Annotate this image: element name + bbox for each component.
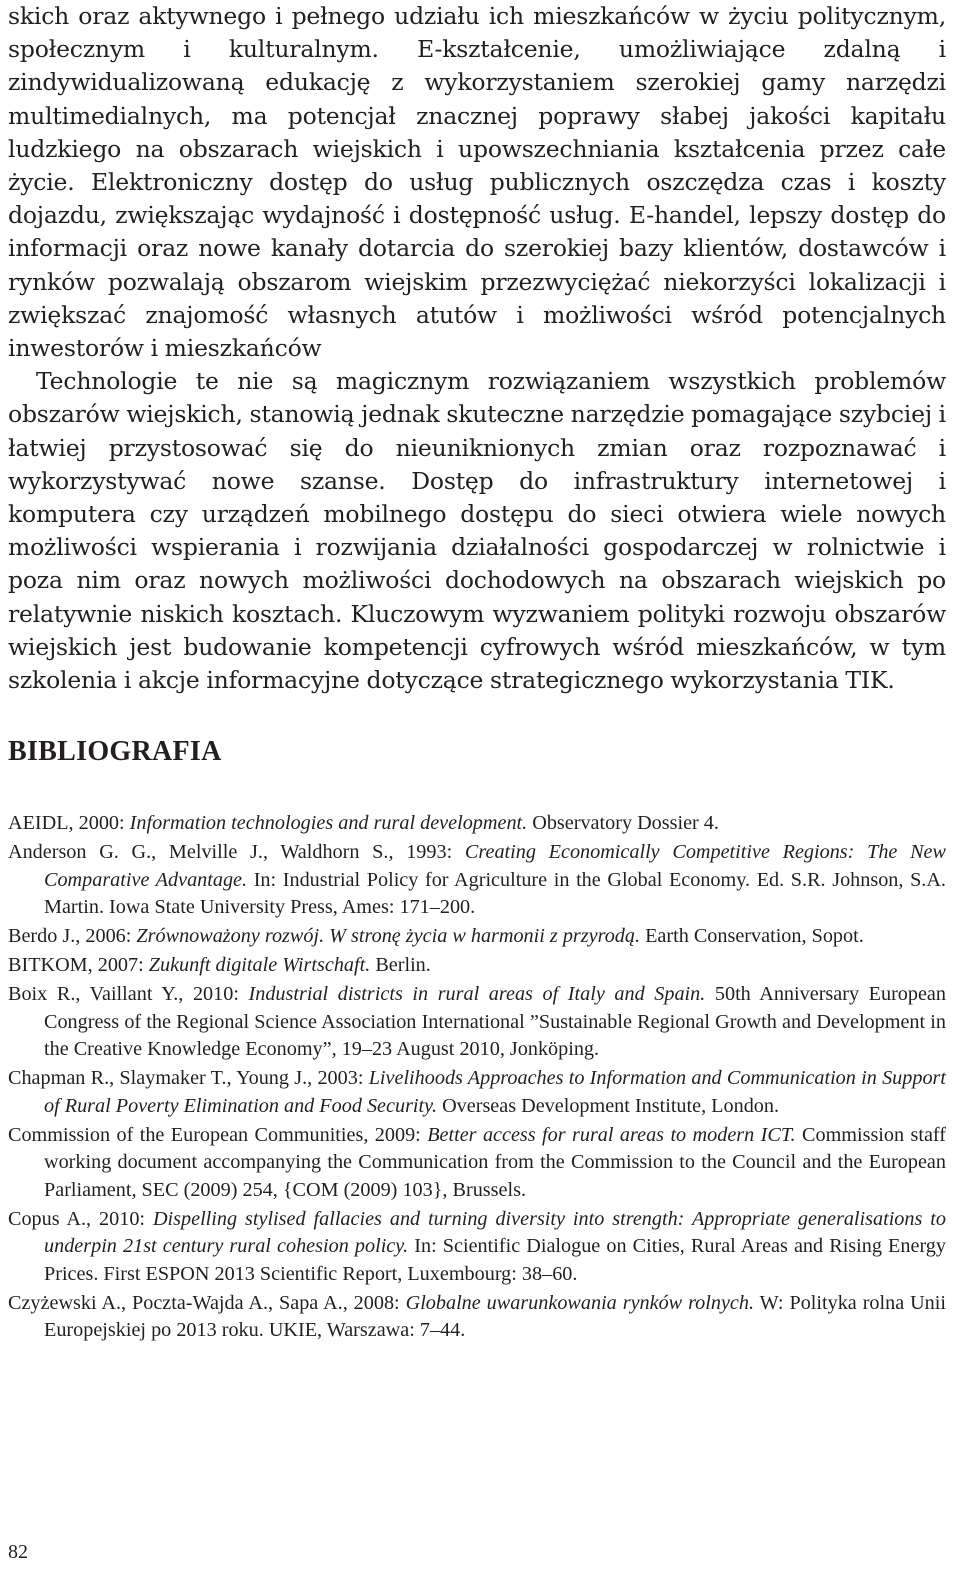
- bibliography-entry: [8, 1206, 946, 1289]
- bibliography-entry: [8, 981, 946, 1064]
- bibliography-entry: [8, 1290, 946, 1345]
- entry-title: Industrial districts in rural areas of Italy and Spain.: [248, 983, 706, 1006]
- entry-details: In: Scientific Dialogue on Cities, Rural Areas and Rising Energy Prices. First ESPON 2013 Scientific Report, Luxembourg: 38–60.: [44, 1235, 946, 1285]
- body-paragraph-2: Technologie te nie są magicznym rozwiązaniem wszystkich problemów obszarów wiejskich, stanowią jednak skuteczne narzędzie pomagające szybciej i łatwiej przystosować się do nieuniknionych zmian oraz rozpoznawać i wykorzystywać nowe szanse. Dostęp do infrastruktury internetowej i komputera czy urządzeń mobilnego dostępu do sieci otwiera wiele nowych możliwości wspierania i rozwijania działalności gospodarczej w rolnictwie i poza nim oraz nowych możliwości dochodowych na obszarach wiejskich po relatywnie niskich kosztach. Kluczowym wyzwaniem polityki rozwoju obszarów wiejskich jest budowanie kompetencji cyfrowych wśród mieszkańców, w tym szkolenia i akcje informacyjne dotyczące strategicznego wykorzystania TIK.: [8, 367, 946, 695]
- entry-authors: Chapman R., Slaymaker T., Young J., 2003:: [8, 1067, 369, 1090]
- bibliography-entry: [8, 1065, 946, 1120]
- entry-authors: Czyżewski A., Poczta-Wajda A., Sapa A., 2008:: [8, 1291, 406, 1314]
- entry-details: Berlin.: [370, 954, 431, 977]
- entry-authors: Boix R., Vaillant Y., 2010:: [8, 983, 249, 1006]
- entry-title: Better access for rural areas to modern ICT.: [427, 1123, 796, 1146]
- entry-authors: AEIDL, 2000:: [8, 812, 130, 835]
- bibliography-list: [8, 810, 946, 1345]
- entry-details: Overseas Development Institute, London.: [437, 1094, 780, 1117]
- entry-authors: BITKOM, 2007:: [8, 954, 149, 977]
- bibliography-entry: [8, 810, 946, 838]
- entry-details: W: Polityka rolna Unii Europejskiej po 2013 roku. UKIE, Warszawa: 7–44.: [44, 1291, 946, 1342]
- entry-title: Dispelling stylised fallacies and turning diversity into strength: Appropriate generalisations to underpin 21st century rural cohesion policy.: [44, 1207, 946, 1258]
- bibliography-entry: [8, 1122, 946, 1205]
- bibliography-entry: [8, 952, 946, 980]
- entry-title: Zrównoważony rozwój. W stronę życia w harmonii z przyrodą.: [136, 925, 641, 948]
- entry-title: Livelihoods Approaches to Information and Communication in Support of Rural Poverty Elimination and Food Security.: [44, 1067, 946, 1117]
- entry-authors: Berdo J., 2006:: [8, 925, 137, 948]
- entry-details: 50th Anniversary European Congress of the Regional Science Association International ”Sustainable Regional Growth and Development in the Creative Knowledge Economy”, 19–23 August 2010, Jonköping.: [44, 983, 946, 1061]
- entry-title: Creating Economically Competitive Regions: The New Comparative Advantage.: [44, 841, 946, 891]
- entry-authors: Anderson G. G., Melville J., Waldhorn S., 1993:: [8, 841, 465, 864]
- body-paragraph-1: skich oraz aktywnego i pełnego udziału ich mieszkańców w życiu politycznym, społecznym i kulturalnym. E-kształcenie, umożliwiające zdalną i zindywidualizowaną edukację z wykorzystaniem szerokiej gamy narzędzi multimedialnych, ma potencjał znacznej poprawy słabej jakości kapitału ludzkiego na obszarach wiejskich i upowszechniania kształcenia przez całe życie. Elektroniczny dostęp do usług publicznych oszczędza czas i koszty dojazdu, zwiększając wydajność i dostępność usług. E-handel, lepszy dostęp do informacji oraz nowe kanały dotarcia do szerokiej bazy klientów, dostawców i rynków pozwalają obszarom wiejskim przezwyciężać niekorzyści lokalizacji i zwiększać znajomość własnych atutów i możliwości wśród potencjalnych inwestorów i mieszkańców: [8, 2, 946, 363]
- bibliography-entry: [8, 839, 946, 922]
- entry-title: Zukunft digitale Wirtschaft.: [148, 954, 371, 977]
- bibliography-entry: [8, 923, 946, 951]
- entry-details: Earth Conservation, Sopot.: [640, 925, 864, 948]
- entry-details: Commission staff working document accompanying the Communication from the Commission to the Council and the European Parliament, SEC (2009) 254, {COM (2009) 103}, Brussels.: [44, 1123, 947, 1201]
- entry-authors: Copus A., 2010:: [8, 1207, 153, 1230]
- entry-title: Information technologies and rural development.: [129, 812, 528, 835]
- bibliography-heading: BIBLIOGRAFIA: [8, 736, 222, 768]
- page-number: 82: [8, 1541, 28, 1563]
- document-page: [8, 0, 946, 1346]
- entry-details: Observatory Dossier 4.: [527, 812, 719, 835]
- entry-authors: Commission of the European Communities, 2009:: [8, 1123, 428, 1146]
- entry-title: Globalne uwarunkowania rynków rolnych.: [405, 1291, 755, 1314]
- entry-details: In: Industrial Policy for Agriculture in the Global Economy. Ed. S.R. Johnson, S.A. Martin. Iowa State University Press, Ames: 171–200.: [44, 868, 946, 919]
